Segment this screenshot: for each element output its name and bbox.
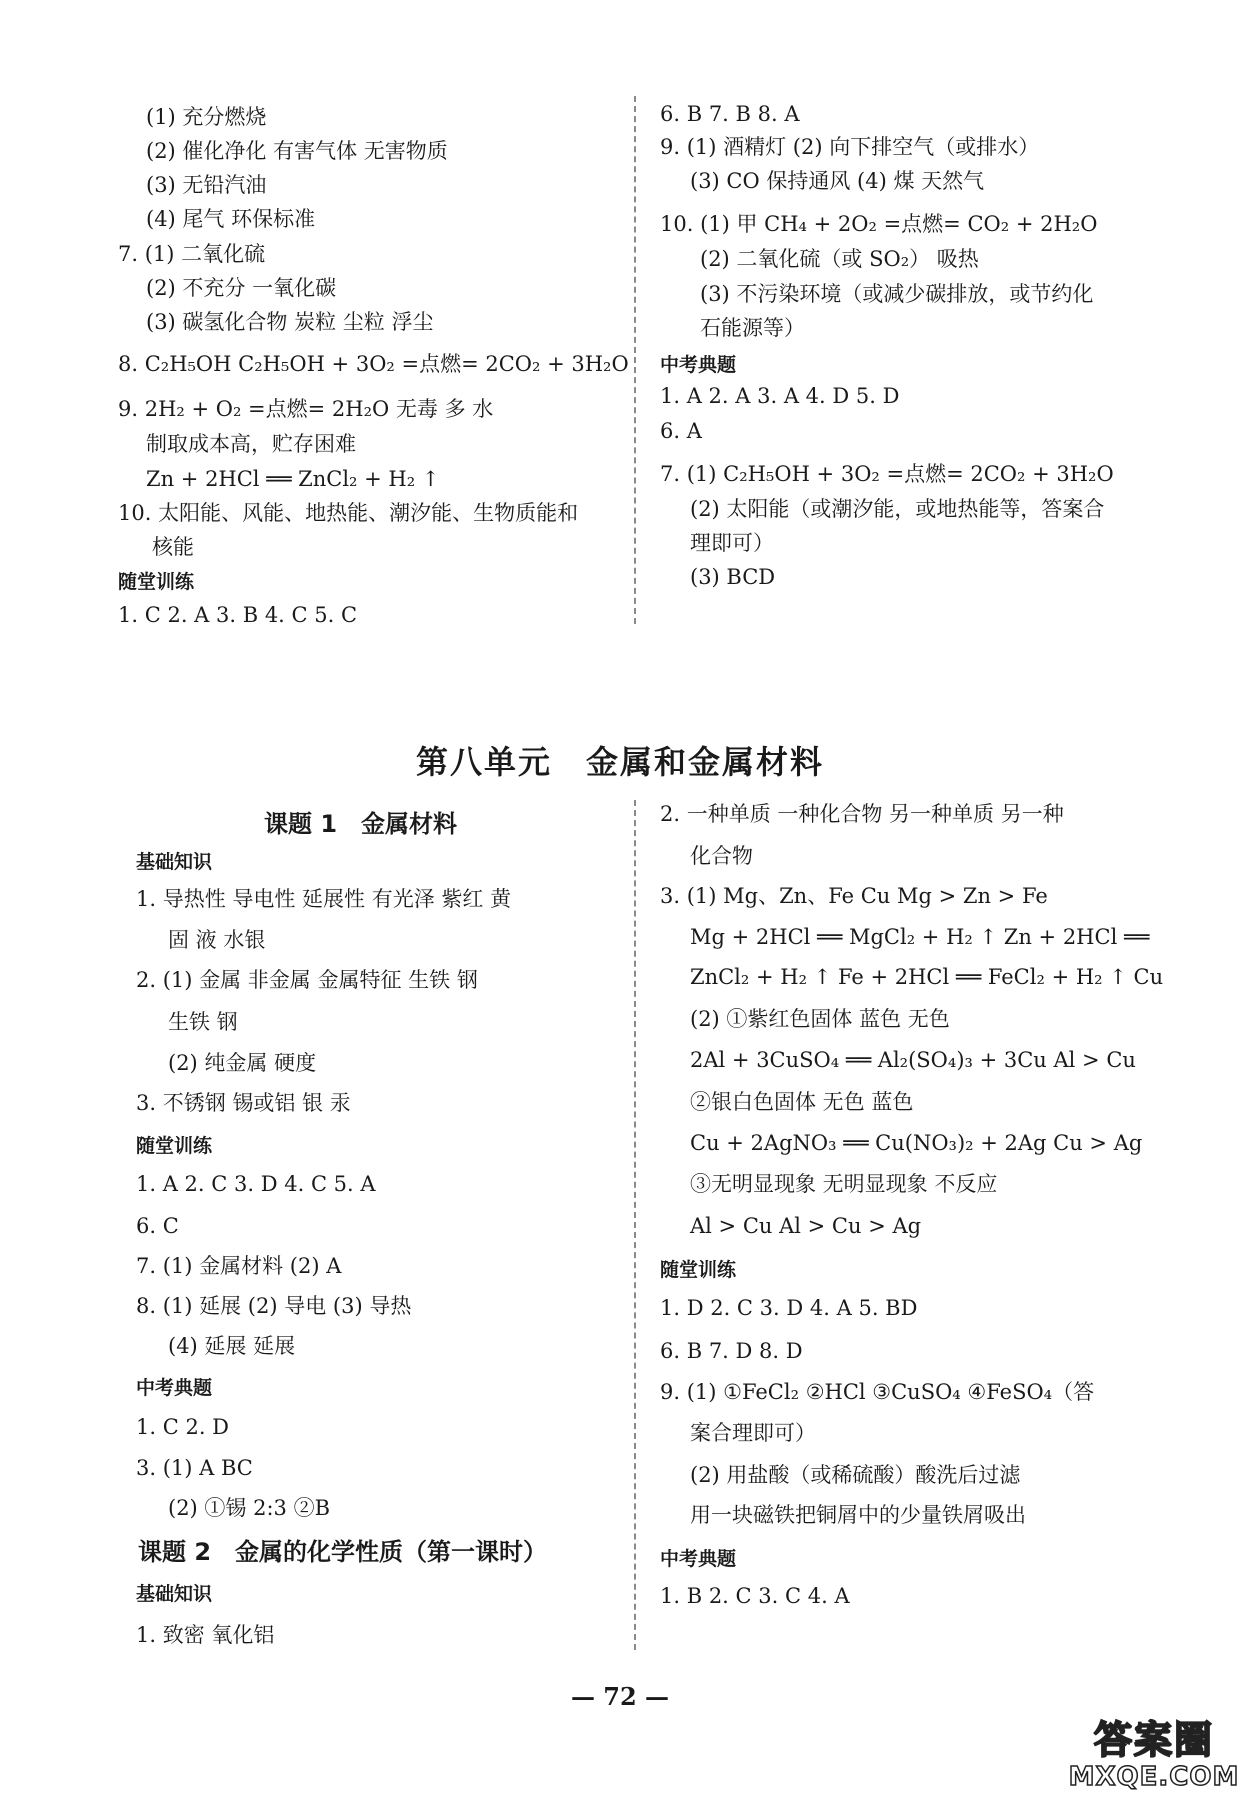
answer-line: 7. (1) 金属材料 (2) A — [136, 1254, 342, 1278]
answer-line: 6. B 7. D 8. D — [660, 1339, 803, 1363]
answer-line: 3. 不锈钢 锡或铝 银 汞 — [136, 1091, 351, 1115]
answer-line: 制取成本高，贮存困难 — [146, 432, 356, 456]
answer-line: (3) 无铅汽油 — [146, 173, 267, 197]
answer-line: 1. D 2. C 3. D 4. A 5. BD — [660, 1296, 918, 1320]
answer-line: 生铁 钢 — [168, 1010, 238, 1034]
answer-line: (2) 用盐酸（或稀硫酸）酸洗后过滤 — [690, 1463, 1021, 1487]
section-heading: 基础知识 — [136, 851, 213, 873]
answer-line: (2) 太阳能（或潮汐能，或地热能等，答案合 — [690, 497, 1105, 521]
answer-line: (2) 不充分 一氧化碳 — [146, 276, 337, 300]
answer-line: 6. B 7. B 8. A — [660, 102, 800, 126]
answer-line: (2) 二氧化硫（或 SO₂） 吸热 — [700, 247, 979, 271]
watermark-logo — [1068, 1712, 1240, 1796]
page-number: — 72 — — [570, 1682, 670, 1711]
answer-line: 7. (1) 二氧化硫 — [118, 242, 266, 266]
answer-line: Al > Cu Al > Cu > Ag — [690, 1214, 922, 1238]
answer-line: ③无明显现象 无明显现象 不反应 — [690, 1172, 998, 1196]
section-heading: 中考典题 — [136, 1377, 213, 1399]
section-heading: 中考典题 — [660, 1548, 737, 1570]
unit-title: 第八单元 金属和金属材料 — [415, 743, 824, 781]
answer-line: 用一块磁铁把铜屑中的少量铁屑吸出 — [690, 1503, 1026, 1527]
answer-line: 1. A 2. C 3. D 4. C 5. A — [136, 1172, 376, 1196]
section-heading: 随堂训练 — [660, 1259, 737, 1281]
section-heading: 随堂训练 — [136, 1135, 213, 1157]
answer-line: 6. A — [660, 419, 702, 443]
answer-line: ②银白色固体 无色 蓝色 — [690, 1090, 914, 1114]
answer-line: 2. (1) 金属 非金属 金属特征 生铁 钢 — [136, 968, 478, 992]
answer-line: 8. (1) 延展 (2) 导电 (3) 导热 — [136, 1294, 412, 1318]
answer-line: 1. 致密 氧化铝 — [136, 1623, 275, 1647]
section-heading: 基础知识 — [136, 1583, 213, 1605]
answer-line: (4) 延展 延展 — [168, 1334, 296, 1358]
answer-line: 1. A 2. A 3. A 4. D 5. D — [660, 384, 900, 408]
watermark-top-text: 答案圈 — [1093, 1717, 1214, 1762]
answer-line: (4) 尾气 环保标准 — [146, 207, 316, 231]
answer-line: Cu + 2AgNO₃ ══ Cu(NO₃)₂ + 2Ag Cu > Ag — [690, 1131, 1143, 1155]
column-divider — [634, 96, 636, 624]
lesson-title: 课题 2 金属的化学性质（第一课时） — [138, 1538, 548, 1566]
answer-line: 案合理即可） — [690, 1421, 816, 1445]
answer-line: 10. 太阳能、风能、地热能、潮汐能、生物质能和 — [118, 501, 579, 525]
column-divider — [634, 800, 636, 1650]
answer-line: 7. (1) C₂H₅OH + 3O₂ =点燃= 2CO₂ + 3H₂O — [660, 462, 1114, 486]
answer-line: (2) 纯金属 硬度 — [168, 1051, 317, 1075]
answer-line: (2) ①锡 2:3 ②B — [168, 1496, 331, 1520]
answer-line: (1) 充分燃烧 — [146, 105, 267, 129]
answer-line: 1. 导热性 导电性 延展性 有光泽 紫红 黄 — [136, 887, 512, 911]
answer-line: 石能源等） — [700, 316, 805, 340]
answer-line: 8. C₂H₅OH C₂H₅OH + 3O₂ =点燃= 2CO₂ + 3H₂O — [118, 352, 629, 376]
section-heading: 中考典题 — [660, 354, 737, 376]
watermark-bottom-text: MXQE.COM — [1068, 1762, 1240, 1792]
answer-line: (3) CO 保持通风 (4) 煤 天然气 — [690, 169, 985, 193]
answer-line: (3) BCD — [690, 565, 776, 589]
answer-line: 6. C — [136, 1214, 179, 1238]
answer-line: 固 液 水银 — [168, 928, 266, 952]
answer-line: 3. (1) A BC — [136, 1456, 253, 1480]
answer-line: 化合物 — [690, 844, 753, 868]
answer-line: Zn + 2HCl ══ ZnCl₂ + H₂ ↑ — [146, 467, 440, 491]
section-heading: 随堂训练 — [118, 571, 195, 593]
answer-line: 1. C 2. A 3. B 4. C 5. C — [118, 603, 358, 627]
answer-line: (2) ①紫红色固体 蓝色 无色 — [690, 1007, 950, 1031]
answer-line: (3) 碳氢化合物 炭粒 尘粒 浮尘 — [146, 310, 434, 334]
answer-line: ZnCl₂ + H₂ ↑ Fe + 2HCl ══ FeCl₂ + H₂ ↑ Cu — [690, 965, 1164, 989]
answer-line: 9. (1) 酒精灯 (2) 向下排空气（或排水） — [660, 135, 1040, 159]
answer-line: 9. 2H₂ + O₂ =点燃= 2H₂O 无毒 多 水 — [118, 397, 494, 421]
lesson-title: 课题 1 金属材料 — [264, 810, 458, 838]
answer-line: (2) 催化净化 有害气体 无害物质 — [146, 139, 448, 163]
answer-line: 理即可） — [690, 531, 774, 555]
answer-line: 2Al + 3CuSO₄ ══ Al₂(SO₄)₃ + 3Cu Al > Cu — [690, 1048, 1136, 1072]
answer-line: 核能 — [152, 535, 194, 559]
answer-line: (3) 不污染环境（或减少碳排放，或节约化 — [700, 282, 1094, 306]
answer-line: 2. 一种单质 一种化合物 另一种单质 另一种 — [660, 802, 1064, 826]
answer-line: 1. B 2. C 3. C 4. A — [660, 1584, 850, 1608]
answer-line: 9. (1) ①FeCl₂ ②HCl ③CuSO₄ ④FeSO₄（答 — [660, 1380, 1095, 1404]
answer-line: 3. (1) Mg、Zn、Fe Cu Mg > Zn > Fe — [660, 884, 1048, 908]
answer-line: Mg + 2HCl ══ MgCl₂ + H₂ ↑ Zn + 2HCl ══ — [690, 925, 1150, 949]
answer-line: 1. C 2. D — [136, 1415, 230, 1439]
answer-line: 10. (1) 甲 CH₄ + 2O₂ =点燃= CO₂ + 2H₂O — [660, 212, 1098, 236]
